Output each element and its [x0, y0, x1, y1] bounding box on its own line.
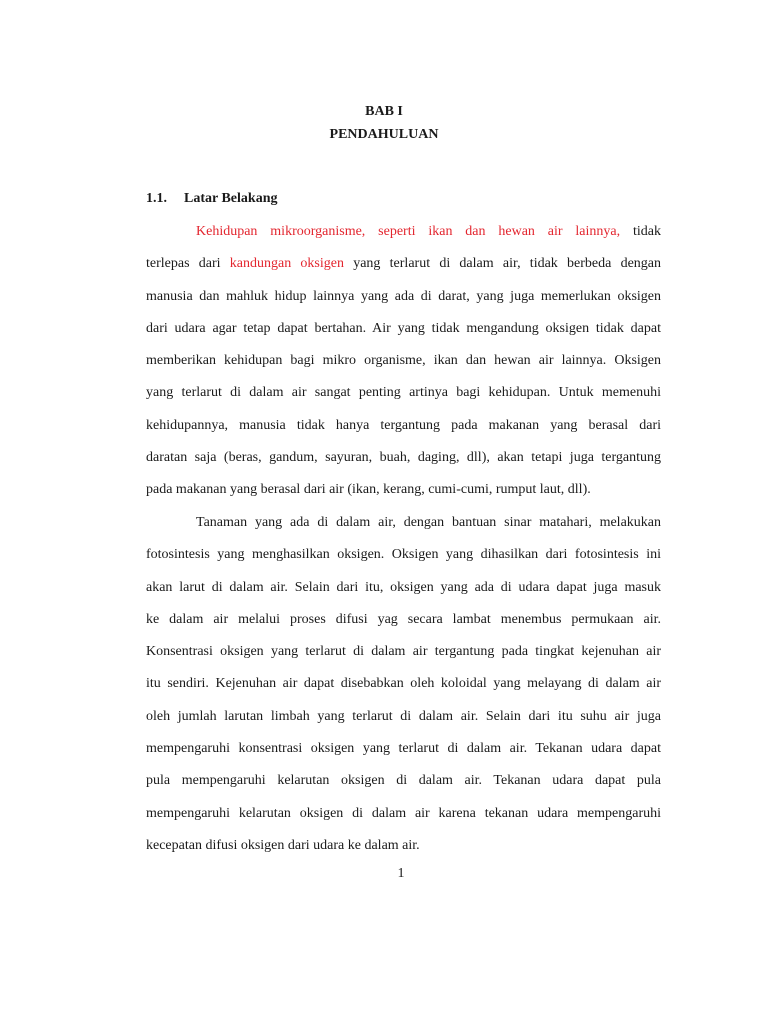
chapter-title: PENDAHULUAN	[329, 127, 439, 142]
paragraph-line: kehidupannya, manusia tidak hanya tergantung pada makanan yang berasal dari	[146, 417, 661, 433]
paragraph-line: akan larut di dalam air. Selain dari itu, oksigen yang ada di udara dapat juga masuk	[146, 579, 661, 595]
paragraph-2	[146, 507, 661, 862]
paragraph-line: kecepatan difusi oksigen dari udara ke dalam air.	[146, 837, 420, 853]
paragraph-line: Konsentrasi oksigen yang terlarut di dalam air tergantung pada tingkat kejenuhan air	[146, 644, 661, 660]
page-number: 1	[397, 866, 405, 881]
section-heading	[146, 191, 277, 207]
paragraph-line: Kehidupan mikroorganisme, seperti ikan dan hewan air lainnya, tidak	[196, 224, 661, 239]
paragraph-line: daratan saja (beras, gandum, sayuran, buah, daging, dll), akan tetapi juga tergantung	[146, 450, 661, 466]
section-title: Latar Belakang	[184, 191, 278, 206]
paragraph-line: mempengaruhi kelarutan oksigen di dalam air karena tekanan udara mempengaruhi	[146, 805, 661, 821]
chapter-label: BAB I	[365, 104, 403, 119]
paragraph-line: terlepas dari kandungan oksigen yang terlarut di dalam air, tidak berbeda dengan	[146, 256, 661, 272]
paragraph-1	[146, 216, 661, 507]
paragraph-line: memberikan kehidupan bagi mikro organisme, ikan dan hewan air lainnya. Oksigen	[146, 353, 661, 369]
paragraph-line: fotosintesis yang menghasilkan oksigen. Oksigen yang dihasilkan dari fotosintesis ini	[146, 547, 661, 563]
paragraph-line: oleh jumlah larutan limbah yang terlarut di dalam air. Selain dari itu suhu air juga	[146, 708, 661, 724]
paragraph-line: itu sendiri. Kejenuhan air dapat disebabkan oleh koloidal yang melayang di dalam air	[146, 676, 661, 692]
paragraph-line: Tanaman yang ada di dalam air, dengan bantuan sinar matahari, melakukan	[196, 515, 661, 530]
highlighted-text: kandungan oksigen	[229, 256, 344, 272]
section-number: 1.1.	[146, 191, 167, 206]
paragraph-line: mempengaruhi konsentrasi oksigen yang terlarut di dalam air. Tekanan udara dapat	[146, 741, 661, 757]
paragraph-line: pada makanan yang berasal dari air (ikan, kerang, cumi-cumi, rumput laut, dll).	[146, 482, 591, 498]
paragraph-line: dari udara agar tetap dapat bertahan. Air yang tidak mengandung oksigen tidak dapat	[146, 320, 661, 336]
paragraph-line: manusia dan mahluk hidup lainnya yang ada di darat, yang juga memerlukan oksigen	[146, 288, 661, 304]
paragraph-line: pula mempengaruhi kelarutan oksigen di dalam air. Tekanan udara dapat pula	[146, 773, 661, 789]
highlighted-text: Kehidupan mikroorganisme, seperti ikan dan hewan air lainnya,	[196, 224, 621, 239]
paragraph-line: ke dalam air melalui proses difusi yag secara lambat menembus permukaan air.	[146, 611, 661, 627]
paragraph-line: yang terlarut di dalam air sangat penting artinya bagi kehidupan. Untuk memenuhi	[146, 385, 661, 401]
